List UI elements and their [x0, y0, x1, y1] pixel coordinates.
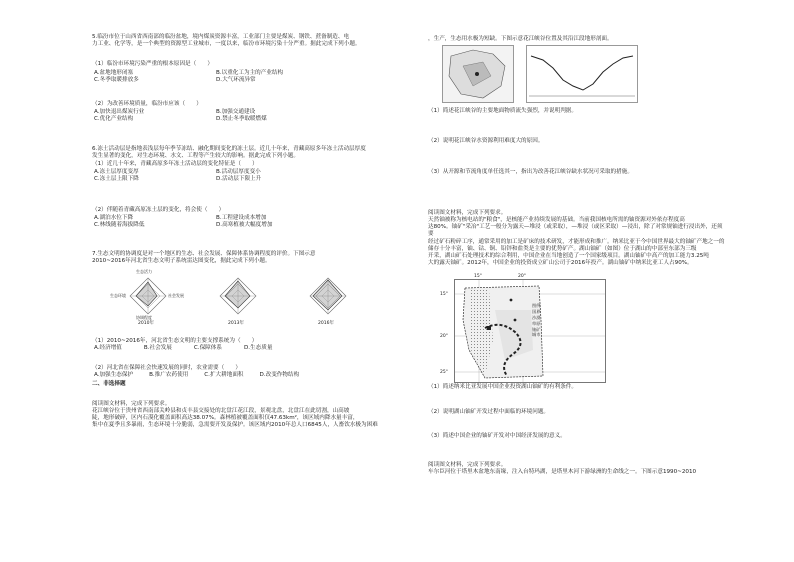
lon-20: 20°	[518, 274, 526, 280]
radar-axis-bottom: 协调程度	[136, 314, 152, 320]
namibia-map	[455, 280, 605, 382]
option-b: B.推广农药使用	[149, 372, 189, 379]
option-d: D.活动层下限上升	[216, 176, 262, 183]
legend-uranium: 铀矿	[532, 326, 541, 332]
q9-text-line4: 储存十分丰富，铀、钴、铜、铅锌和盐类是主要的优势矿产。湖山铀矿（如图）位于湖山的中部至东部为三级	[428, 245, 697, 252]
q7-1-options	[94, 345, 392, 352]
option-c: C.林线随着海拔降低	[94, 222, 145, 229]
option-b: B.以重化工为主的产业结构	[216, 69, 284, 76]
q9-text-line3: 经过矿石粉碎工序，通常采用的加工是矿床的技术研发，才能形成和推广。纳米比亚于今中国世界最大的铀矿产地之一的	[428, 238, 725, 245]
option-d: D.大气环流异常	[216, 76, 256, 83]
legend-title: 图例	[532, 303, 541, 309]
q10-intro: 阅读图文材料，完成下列要求。	[428, 462, 507, 469]
lat-20: 20°	[440, 334, 448, 340]
radar-label-2013: 2013年	[228, 320, 244, 326]
option-a: A.加快退出煤炭行业	[94, 109, 145, 116]
right-column	[428, 36, 728, 476]
left-column	[92, 34, 392, 429]
radar-2010	[130, 278, 166, 314]
q10-text: 车尔臣河位于塔里木盆地东南缘，注入台特玛湖，是塔里木河下游绿洲的生命线之一。下图示意1990~2010	[428, 469, 697, 476]
q5-1-options	[94, 70, 392, 84]
q8-text-line1: 花江峡谷位于贵州省西南部关岭县和贞丰县交接处的北盘江花江段，景观北盘，北盘江在此切割，山高坡	[92, 407, 350, 414]
option-b: B.工程建设成本增加	[216, 214, 267, 221]
option-d: D.改变作物结构	[259, 372, 300, 379]
q8-text-line3: 集中在夏季且多暴雨，生态环境十分脆弱，急需要开发及保护。该区域内2010年总人口6845人，人畜饮水极为困难	[92, 422, 378, 429]
q9-q1: （1）简述纳米比亚发展中国企业投资湖山铀矿的有利条件。	[428, 384, 577, 391]
radar-figure	[92, 268, 392, 330]
q7-1-stem: （1）2010~2016年，河北省生态文明的主要支撑系统为（ ）	[92, 337, 258, 344]
q9-text-line6: 大的露天铀矿。2012年，中国企业的投资成立矿山公司于2016年投产。湖山铀矿中纳米比亚工人占90%。	[428, 260, 693, 267]
option-a: A.盆地地形闭塞	[94, 69, 134, 76]
q5-intro-line1: 5.临汾市位于山西省西南部的临汾盆地，境内煤炭资源丰富，工业部门主要是煤炭、钢铁、蔗备制造、电	[92, 34, 350, 40]
radar-axis-right: 社会发展	[168, 292, 184, 298]
q6-intro-line1: 6.冻土活动层是指地表浅层每年季节冻结、融化期间变化的冻土层。近几十年来，青藏高原多年冻土活动层厚度	[92, 145, 366, 152]
legend-city: 城市	[532, 332, 541, 338]
radar-2016	[310, 278, 346, 314]
q5-intro-line2: 力工业、化学等，是一个典型的资源型工业城市，一度以来，临汾市环境污染十分严重。据此完成下列小题。	[92, 41, 361, 48]
option-c: C.冬季取暖排放多	[94, 76, 139, 83]
q6-2-stem: （2）伴随着青藏高原冻土层的变化，将会使（ ）	[92, 206, 225, 213]
option-a: A.湖泊水位下降	[94, 214, 134, 221]
q9-q2: （2）说明湖山铀矿开发过程中面临的环境问题。	[428, 408, 550, 415]
location-map	[442, 45, 514, 103]
lon-15: 15°	[474, 274, 482, 280]
q7-2-options	[94, 372, 392, 379]
option-c: C.保障体系	[193, 344, 222, 351]
q9-intro: 阅读图文材料，完成下列要求。	[428, 209, 507, 216]
q7-intro-line1: 7.生态文明的协调度是对一个地区的生态、社会发展、保障体系协调程度的评价。下图示意	[92, 251, 316, 258]
option-b: B.社会发展	[143, 344, 172, 351]
option-c: C.冻土层上限下降	[94, 176, 139, 183]
option-a: A.加强生态保护	[94, 372, 134, 379]
legend-desert: 沙漠	[532, 315, 541, 321]
q8-q2: （2）说明花江峡谷水资源利用难度大的原因。	[428, 138, 544, 145]
q9-q3: （3）简述中国企业的铀矿开发对中国经济发展的意义。	[428, 432, 566, 439]
q8-intro: 阅读图文材料，完成下列要求。	[92, 400, 171, 407]
option-c: C.优化产业结构	[94, 116, 134, 123]
option-c: C.扩大耕地面积	[204, 372, 244, 379]
section-heading: 二、非选择题	[92, 381, 126, 388]
q6-intro-line2: 发生显著的变化，对生态环境、水文、工程等产生较大的影响。据此完成下列小题。	[92, 152, 299, 159]
q9-text-line5: 开采，湖山矿石处理技术的综合利用，中国企业在当地创造了一个国家级项目。湖山铀矿中高产的加工能力3.25吨	[428, 253, 709, 260]
radar-label-2016: 2016年	[318, 320, 334, 326]
q8-q3: （3）从开源和节流角度单任选其一，指出为改善花江峡谷缺水状况可采取的措施。	[428, 168, 633, 175]
q8-q1: （1）简述花江峡谷的主要地面物质流失强烈，并说明判据。	[428, 108, 577, 115]
option-b: B.加强交通建设	[216, 109, 256, 116]
radar-2013	[220, 278, 256, 314]
q6-2-options	[94, 215, 392, 229]
map-frame	[454, 279, 606, 383]
option-d: D.禁止冬季取暖燃煤	[216, 116, 267, 123]
q7-2-stem: （2）河北省在保障社会快速发展的同时，农业需要（ ）	[92, 365, 241, 372]
legend-border: 国界	[532, 309, 541, 315]
map-legend	[532, 303, 576, 338]
q5-1-stem: （1）临汾市环境污染严重的根本原因是（ ）	[92, 61, 214, 68]
q9-text-line2: 达80%。铀矿"采冶"工艺一般分为露天—堆浸（或采取），—堆浸（或区采取）—浸出，除了对常规铀进行浸出外，还须要	[428, 224, 723, 238]
q9-text-line1: 天然铀被称为核电站的"粮食"，是核能产业持续发展的基础。当前我国核电所需的铀资源对外依存程度高	[428, 217, 685, 224]
option-d: D.生态质量	[243, 344, 273, 351]
legend-grassland: 草原	[532, 320, 541, 326]
radar-label-2010: 2010年	[138, 320, 154, 326]
option-a: A.冻土层厚度变厚	[94, 169, 139, 176]
q5-2-stem: （2）为改善环境质量，临汾市应该（ ）	[92, 101, 202, 108]
radar-axis-left: 生态环境	[110, 292, 126, 298]
q8-continuation: ，生产，生态用水极为短缺。下图示意花江峡谷位置及其沿江段地形剖面。	[428, 36, 613, 42]
namibia-map-figure	[428, 273, 728, 383]
q6-1-stem: （1）近几十年来，青藏高原多年冻土活动层的变化特征是（ ）	[92, 161, 258, 168]
q5-2-options	[94, 109, 392, 123]
lat-15: 15°	[440, 292, 448, 298]
q8-text-line2: 陡，地形破碎，区内石漠化覆盖面积高达38.07%。森林植被覆盖面积仅47.63km²，该区域内降水量丰富，	[92, 415, 359, 422]
terrain-profile	[526, 45, 638, 103]
option-b: B.活动层厚度变小	[216, 169, 261, 176]
radar-axis-top: 生态活力	[136, 268, 152, 274]
q6-1-options	[94, 169, 392, 183]
option-d: D.高寒植被大幅度增加	[216, 222, 273, 229]
lat-25: 25°	[440, 370, 448, 376]
huajiang-figure	[428, 45, 728, 107]
option-a: A.经济增值	[94, 344, 122, 351]
q7-intro-line2: 2010~2016年河北省生态文明子系统雷达图变化，据此完成下列小题。	[92, 258, 271, 265]
